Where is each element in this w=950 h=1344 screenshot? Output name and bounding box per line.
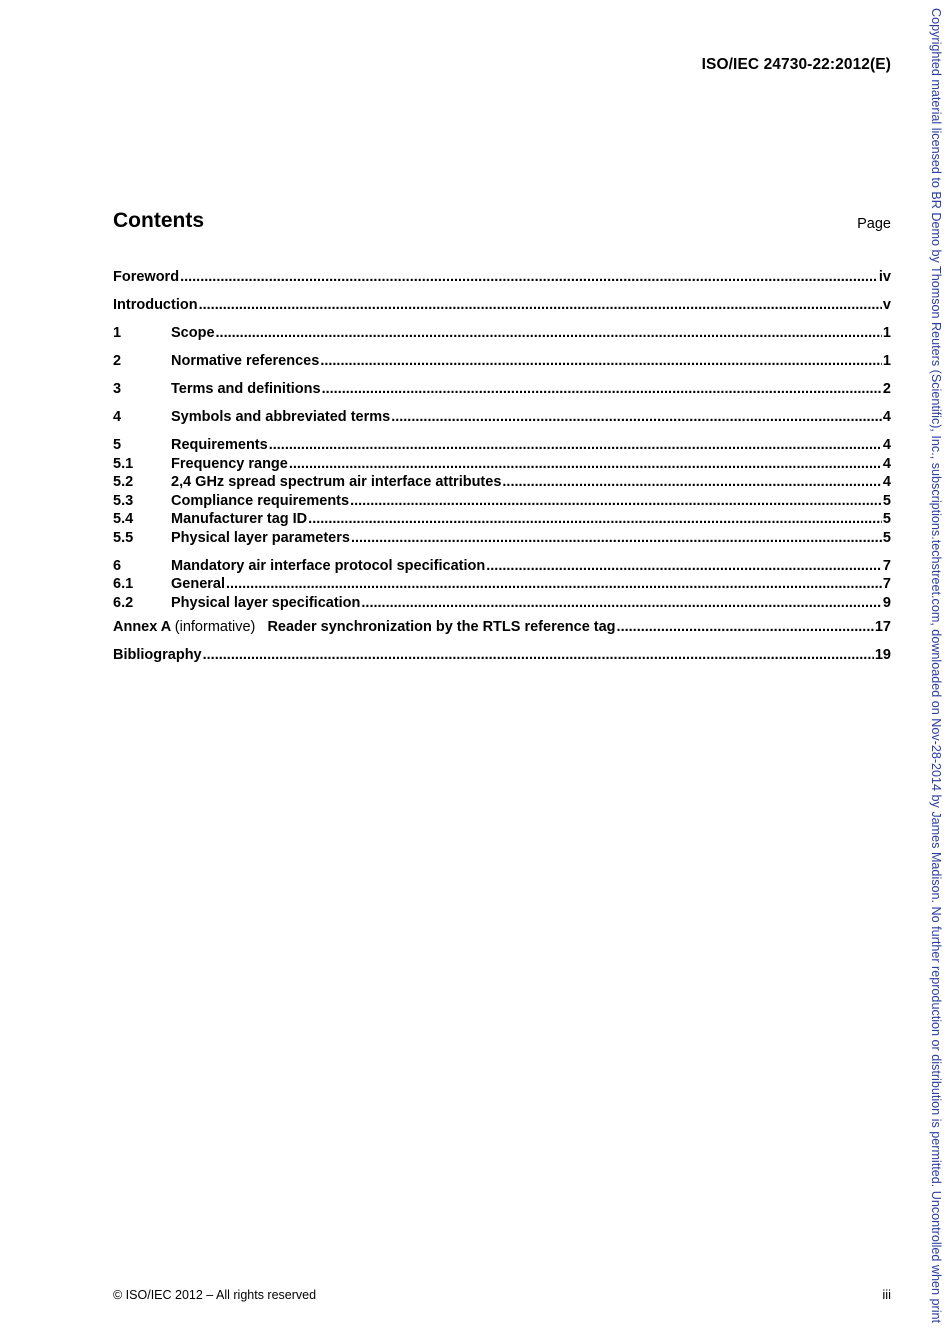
toc-entry-number: 6: [113, 557, 122, 574]
toc-entry-requirements[interactable]: [113, 436, 891, 455]
toc-leader-dots: [308, 510, 882, 529]
table-of-contents: [113, 268, 891, 665]
toc-entry-symbols[interactable]: [113, 408, 891, 427]
toc-leader-dots: [486, 557, 882, 576]
toc-entry-number: 1: [113, 325, 122, 341]
toc-entry-foreword[interactable]: [113, 268, 891, 287]
toc-entry-terms-and-definitions[interactable]: [113, 380, 891, 399]
toc-entry-number: 5.4: [113, 511, 134, 527]
toc-leader-dots: [617, 618, 874, 637]
toc-leader-dots: [203, 646, 874, 665]
toc-entry-number: 5.2: [113, 474, 134, 490]
toc-entry-normative-references[interactable]: [113, 352, 891, 371]
toc-entry-introduction[interactable]: [113, 296, 891, 315]
toc-entry-page: 17: [874, 619, 891, 635]
toc-leader-dots: [180, 268, 878, 287]
toc-entry-page: 1: [882, 353, 891, 369]
toc-entry-scope[interactable]: [113, 324, 891, 343]
toc-entry-page: 19: [874, 647, 891, 663]
toc-entry-title: Frequency range: [171, 455, 288, 472]
toc-entry-page: 4: [882, 455, 891, 472]
toc-entry-number: 2: [113, 353, 122, 369]
copyright-watermark: Copyrighted material licensed to BR Demo by Thomson Reuters (Scientific), Inc., subscriptions.techstreet.com, downloaded on Nov-28-2014 by James Madison. No further reproduction or distribution is permitted. Uncontrolled when print: [929, 8, 943, 1324]
toc-entry-page: 2: [882, 381, 891, 397]
toc-entry-title: Normative references: [171, 353, 320, 369]
toc-leader-dots: [502, 473, 882, 492]
toc-entry-number: 4: [113, 409, 122, 425]
toc-entry-title: General: [171, 576, 225, 592]
document-id-header: ISO/IEC 24730-22:2012(E): [701, 56, 891, 73]
toc-entry-title: Compliance requirements: [171, 492, 350, 509]
toc-leader-dots: [216, 324, 882, 343]
toc-entry-manufacturer-tag-id[interactable]: [113, 510, 891, 529]
footer-page-number: iii: [882, 1287, 891, 1302]
toc-entry-page: iv: [878, 269, 891, 285]
toc-leader-dots: [269, 436, 882, 455]
toc-entry-title: 2,4 GHz spread spectrum air interface attributes: [171, 474, 502, 490]
toc-entry-physical-layer-specification[interactable]: [113, 594, 891, 613]
toc-entry-title: Mandatory air interface protocol specification: [171, 557, 486, 574]
toc-leader-dots: [226, 575, 882, 594]
contents-heading: Contents: [113, 209, 204, 232]
toc-leader-dots: [199, 296, 882, 315]
toc-entry-title: Physical layer parameters: [171, 529, 350, 546]
toc-entry-title: Scope: [171, 325, 215, 341]
toc-leader-dots: [350, 492, 882, 511]
toc-entry-number: 5.3: [113, 492, 134, 509]
toc-leader-dots: [391, 408, 882, 427]
toc-entry-number: 5.1: [113, 455, 134, 472]
toc-entry-page: 1: [882, 325, 891, 341]
toc-entry-title: Symbols and abbreviated terms: [171, 409, 391, 425]
toc-annex-label: Annex A: [113, 619, 171, 635]
toc-entry-physical-layer-parameters[interactable]: [113, 529, 891, 548]
toc-entry-number: 6.2: [113, 594, 134, 611]
toc-entry-general[interactable]: [113, 575, 891, 594]
toc-entry-frequency-range[interactable]: [113, 455, 891, 474]
toc-entry-title: Bibliography: [113, 647, 202, 663]
toc-entry-annex-a[interactable]: [113, 618, 891, 637]
toc-entry-bibliography[interactable]: [113, 646, 891, 665]
toc-leader-dots: [289, 455, 882, 474]
toc-entry-page: 4: [882, 409, 891, 425]
toc-entry-title: Introduction: [113, 297, 198, 313]
toc-entry-page: 7: [882, 576, 891, 592]
toc-entry-compliance-requirements[interactable]: [113, 492, 891, 511]
toc-annex-note: (informative): [174, 619, 256, 635]
toc-entry-number: 6.1: [113, 576, 134, 592]
toc-leader-dots: [322, 380, 882, 399]
toc-entry-number: 3: [113, 381, 122, 397]
toc-entry-page: 4: [882, 474, 891, 490]
toc-entry-page: 5: [882, 511, 891, 527]
toc-entry-title: Reader synchronization by the RTLS reference tag: [267, 619, 616, 635]
toc-annex-heading: [113, 618, 616, 637]
toc-entry-number: 5.5: [113, 529, 134, 546]
toc-entry-page: 5: [882, 492, 891, 509]
toc-entry-air-interface-attributes[interactable]: [113, 473, 891, 492]
toc-entry-page: 9: [882, 594, 891, 611]
toc-entry-page: 5: [882, 529, 891, 546]
toc-entry-title: Terms and definitions: [171, 381, 321, 397]
toc-entry-title: Requirements: [171, 437, 268, 453]
toc-entry-page: 7: [882, 557, 891, 574]
toc-entry-page: 4: [882, 437, 891, 453]
toc-entry-title: Foreword: [113, 269, 180, 285]
footer-copyright: © ISO/IEC 2012 – All rights reserved: [113, 1288, 317, 1302]
toc-entry-title: Physical layer specification: [171, 594, 361, 611]
toc-entry-page: v: [882, 297, 891, 313]
toc-leader-dots: [320, 352, 882, 371]
toc-leader-dots: [351, 529, 882, 548]
toc-entry-title: Manufacturer tag ID: [171, 511, 308, 527]
toc-entry-number: 5: [113, 437, 122, 453]
toc-entry-mandatory-protocol[interactable]: [113, 557, 891, 576]
page-column-label: Page: [857, 216, 891, 232]
toc-leader-dots: [361, 594, 882, 613]
